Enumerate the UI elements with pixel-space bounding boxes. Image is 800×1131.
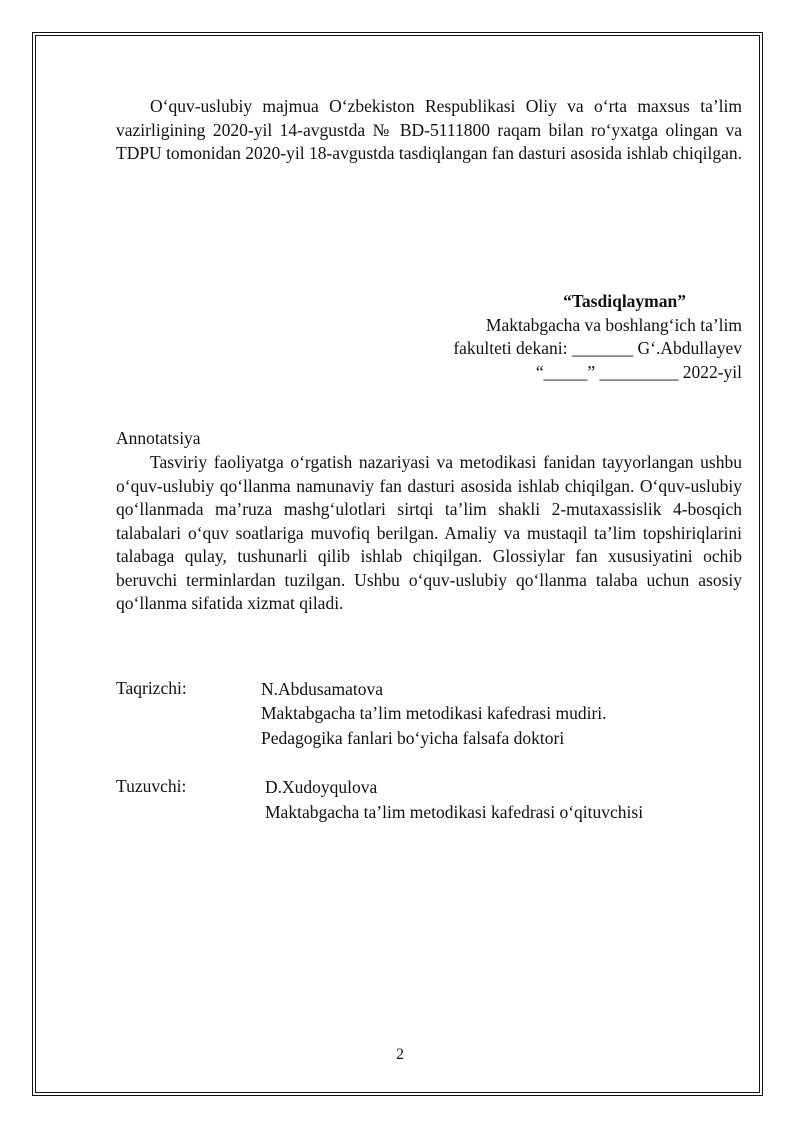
page-number: 2: [396, 1046, 404, 1063]
annotation-heading: Annotatsiya: [116, 428, 201, 448]
annotation-body: Tasviriy faoliyatga o‘rgatish nazariyasi va metodikasi fanidan tayyorlangan ushbu o‘quv-uslubiy qo‘llanma namunaviy fan dasturi asosida ishlab chiqilgan. O‘quv-uslubiy qo‘llanmada ma’ruza mashg‘ulotlari sirtqi ta’lim shakli 2-mutaxassislik 4-bosqich talabalari o‘quv soatlariga muvofiq berilgan. Amaliy va mustaqil ta’lim topshiriqlarini talabaga qulay, tushunarli qilib ishlab chiqilgan. Glossiylar fan xususiyatini ochib beruvchi terminlardan tuzilgan. Ushbu o‘quv-uslubiy qo‘llanma talaba uchun asosiy qo‘llanma sifatida xizmat qiladi.: [116, 452, 742, 613]
reviewer-degree: Pedagogika fanlari bo‘yicha falsafa doktori: [261, 728, 565, 748]
approval-title: “Tasdiqlayman”: [563, 291, 686, 311]
intro-paragraph: O‘quv-uslubiy majmua O‘zbekiston Respublikasi Oliy va o‘rta maxsus ta’lim vazirligining 2020-yil 14-avgustda № BD-5111800 raqam bilan ro‘yxatga olingan va TDPU tomonidan 2020-yil 18-avgustda tasdiqlangan fan dasturi asosida ishlab chiqilgan.: [116, 96, 743, 163]
reviewer-position: Maktabgacha ta’lim metodikasi kafedrasi mudiri.: [261, 703, 607, 723]
approval-line-3: “_____” _________ 2022-yil: [535, 361, 742, 382]
reviewer-name: N.Abdusamatova: [261, 679, 383, 699]
compiler-label: Tuzuvchi:: [116, 776, 187, 796]
reviewer-label: Taqrizchi:: [116, 678, 187, 698]
approval-block: [453, 290, 742, 384]
approval-line-1: Maktabgacha va boshlang‘ich ta’lim: [485, 314, 742, 335]
approval-line-2: fakulteti dekani: _______ G‘.Abdullayev: [453, 338, 742, 358]
compiler-position: Maktabgacha ta’lim metodikasi kafedrasi o‘qituvchisi: [265, 802, 644, 822]
compiler-name: D.Xudoyqulova: [265, 777, 378, 797]
